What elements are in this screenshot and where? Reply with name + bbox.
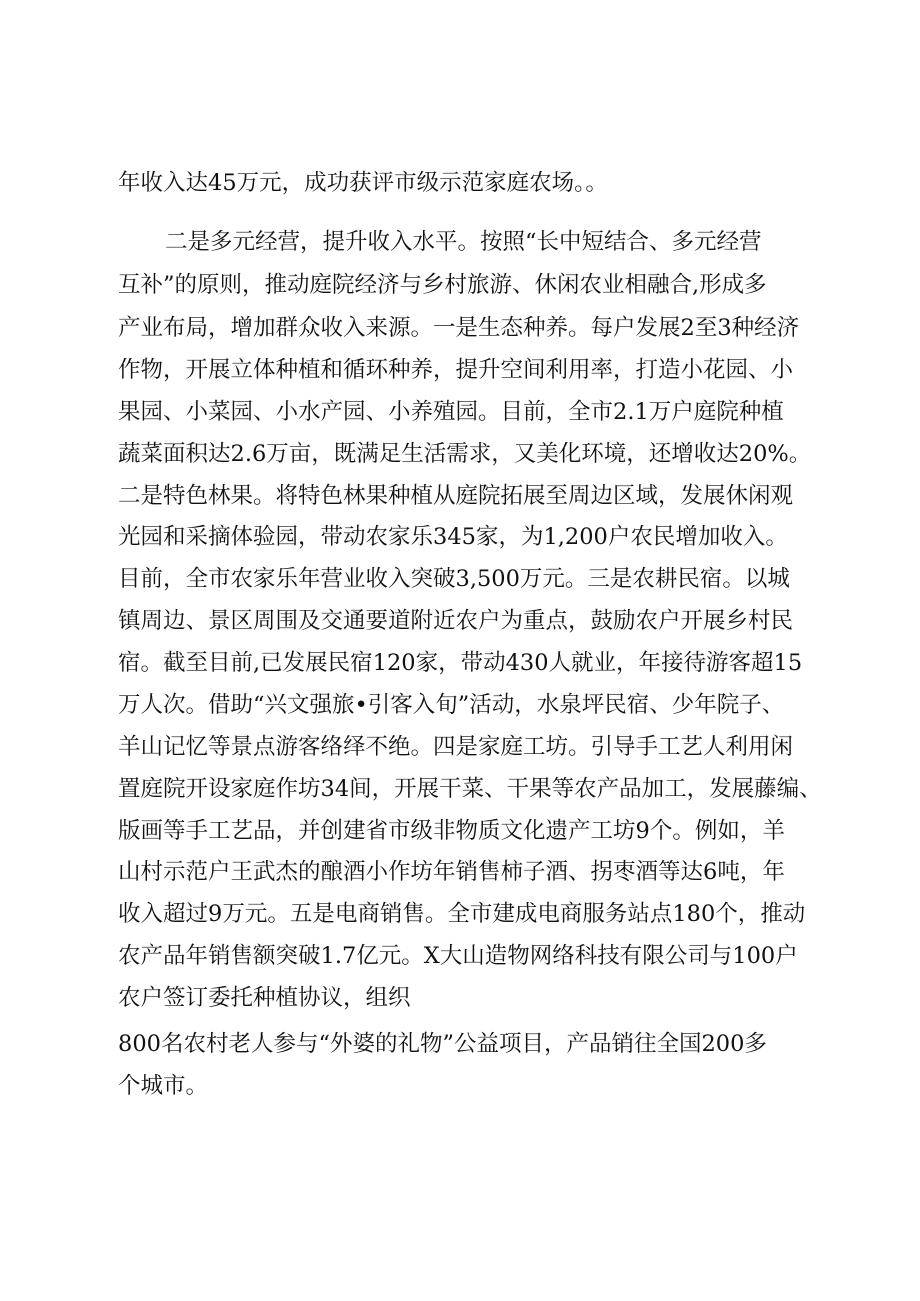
text-line: 二是多元经营，提升收入水平。按照“长中短结合、多元经营 (165, 229, 762, 255)
text-line: 作物，开展立体种植和循环种养，提升空间利用率，打造小花园、小 (118, 357, 794, 383)
text-line: 二是特色林果。将特色林果种植从庭院拓展至周边区域，发展休闲观 (118, 483, 794, 509)
text-line: 蔬菜面积达2.6万亩，既满足生活需求，又美化环境，还增收达20%。 (118, 441, 812, 467)
text-line: 个城市。 (118, 1073, 209, 1099)
text-line: 互补”的原则，推动庭院经济与乡村旅游、休闲农业相融合,形成多 (118, 272, 767, 298)
text-line: 果园、小菜园、小水产园、小养殖园。目前，全市2.1万户庭院种植 (118, 399, 784, 425)
text-line: 羊山记忆等景点游客络绎不绝。四是家庭工坊。引导手工艺人利用闲 (118, 734, 794, 760)
text-line: 版画等手工艺品，并创建省市级非物质文化遗产工坊9个。例如，羊 (118, 818, 785, 844)
text-line: 宿。截至目前,已发展民宿120家，带动430人就业，年接待游客超15 (118, 650, 803, 676)
text-line: 山村示范户王武杰的酿酒小作坊年销售柿子酒、拐枣酒等达6吨，年 (118, 859, 785, 885)
text-line: 农产品年销售额突破1.7亿元。X大山造物网络科技有限公司与100户 (118, 943, 798, 969)
text-line: 年收入达45万元，成功获评市级示范家庭农场。。 (118, 170, 608, 196)
text-line: 农户签订委托种植协议，组织 (118, 985, 411, 1011)
text-line: 目前，全市农家乐年营业收入突破3,500万元。三是农耕民宿。以城 (118, 566, 790, 592)
text-line: 收入超过9万元。五是电商销售。全市建成电商服务站点180个，推动 (118, 901, 806, 927)
text-line: 置庭院开设家庭作坊34间，开展干菜、干果等农产品加工，发展藤编、 (118, 776, 822, 802)
text-line: 产业布局，增加群众收入来源。一是生态种养。每户发展2至3种经济 (118, 315, 800, 341)
text-line: 镇周边、景区周围及交通要道附近农户为重点，鼓励农户开展乡村民 (118, 608, 794, 634)
text-line: 万人次。借助“兴文强旅•引客入旬”活动，水泉坪民宿、少年院子、 (118, 692, 785, 718)
text-line: 光园和采摘体验园，带动农家乐345家，为1,200户农民增加收入。 (118, 524, 788, 550)
text-line: 800名农村老人参与“外婆的礼物”公益项目，产品销往全国200多 (118, 1031, 767, 1057)
